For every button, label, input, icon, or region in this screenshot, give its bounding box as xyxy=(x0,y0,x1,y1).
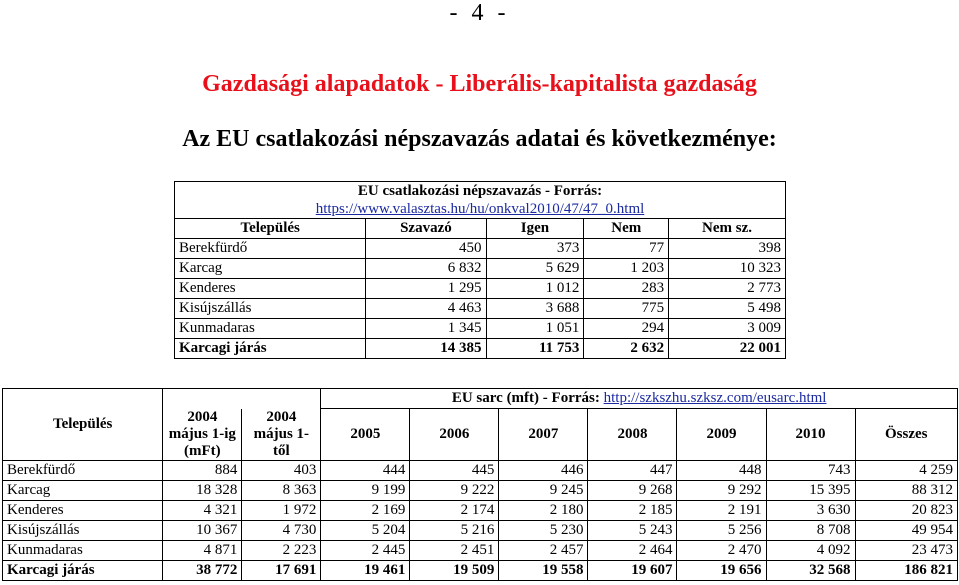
column-header: Település xyxy=(175,219,366,239)
row-label: Kunmadaras xyxy=(3,540,163,560)
referendum-source-link[interactable]: https://www.valasztas.hu/hu/onkval2010/47/47_0.html xyxy=(315,200,645,217)
table-cell: 1 345 xyxy=(366,319,486,339)
table-cell: 447 xyxy=(588,460,677,480)
table-cell: 2 470 xyxy=(677,540,766,560)
table-cell: 6 832 xyxy=(366,259,486,279)
table-cell: 5 204 xyxy=(321,520,410,540)
table-cell: 283 xyxy=(584,279,669,299)
table-cell: 373 xyxy=(486,239,584,259)
table-cell: 8 708 xyxy=(766,520,855,540)
eu-sarc-table xyxy=(2,388,958,581)
column-header: 2006 xyxy=(410,409,499,461)
table-cell: 77 xyxy=(584,239,669,259)
column-header: Igen xyxy=(486,219,584,239)
row-label: Kisújszállás xyxy=(3,520,163,540)
table-row xyxy=(175,319,786,339)
table-cell: 32 568 xyxy=(766,560,855,580)
table-cell: 2 191 xyxy=(677,500,766,520)
table-cell: 2 457 xyxy=(499,540,588,560)
table-row xyxy=(175,239,786,259)
row-label: Kenderes xyxy=(175,279,366,299)
table-cell: 398 xyxy=(669,239,786,259)
table-cell: 884 xyxy=(163,460,242,480)
table-cell: 448 xyxy=(677,460,766,480)
table-cell: 1 972 xyxy=(242,500,321,520)
row-label: Karcag xyxy=(175,259,366,279)
table-cell: 294 xyxy=(584,319,669,339)
table-cell: 4 730 xyxy=(242,520,321,540)
table-cell: 1 295 xyxy=(366,279,486,299)
column-header: 2004 május 1-től xyxy=(242,409,321,461)
table-row xyxy=(175,279,786,299)
column-header: 2008 xyxy=(588,409,677,461)
row-label: Kunmadaras xyxy=(175,319,366,339)
table-cell: 18 328 xyxy=(163,480,242,500)
table-cell: 2 451 xyxy=(410,540,499,560)
table-cell: 444 xyxy=(321,460,410,480)
table-cell: 9 199 xyxy=(321,480,410,500)
eu-sarc-table-caption: EU sarc (mft) - Forrás: xyxy=(451,390,600,406)
table-row xyxy=(3,460,958,480)
table-cell: 450 xyxy=(366,239,486,259)
row-label: Karcagi járás xyxy=(3,560,163,580)
table-row xyxy=(3,560,958,580)
table-row xyxy=(175,299,786,319)
table-cell: 19 558 xyxy=(499,560,588,580)
table-cell: 19 461 xyxy=(321,560,410,580)
table-cell: 1 203 xyxy=(584,259,669,279)
table-row xyxy=(3,540,958,560)
table-cell: 446 xyxy=(499,460,588,480)
table-cell: 9 222 xyxy=(410,480,499,500)
table-cell: 9 245 xyxy=(499,480,588,500)
table-cell: 88 312 xyxy=(855,480,957,500)
table-cell: 49 954 xyxy=(855,520,957,540)
table-cell: 1 051 xyxy=(486,319,584,339)
table-cell: 2 445 xyxy=(321,540,410,560)
table-row xyxy=(175,339,786,359)
table-cell: 2 174 xyxy=(410,500,499,520)
row-label: Kenderes xyxy=(3,500,163,520)
table-cell: 5 243 xyxy=(588,520,677,540)
table-cell: 23 473 xyxy=(855,540,957,560)
table-cell: 5 256 xyxy=(677,520,766,540)
table-cell: 743 xyxy=(766,460,855,480)
table-cell: 19 656 xyxy=(677,560,766,580)
table-cell: 3 009 xyxy=(669,319,786,339)
table-cell: 38 772 xyxy=(163,560,242,580)
table-cell: 403 xyxy=(242,460,321,480)
table-cell: 2 773 xyxy=(669,279,786,299)
table-cell: 2 180 xyxy=(499,500,588,520)
table-cell: 10 323 xyxy=(669,259,786,279)
table-cell: 15 395 xyxy=(766,480,855,500)
row-label: Berekfürdő xyxy=(3,460,163,480)
column-header: 2010 xyxy=(766,409,855,461)
table-cell: 2 223 xyxy=(242,540,321,560)
table-row xyxy=(3,480,958,500)
table-cell: 5 498 xyxy=(669,299,786,319)
column-header: 2007 xyxy=(499,409,588,461)
column-header: 2005 xyxy=(321,409,410,461)
table-cell: 5 216 xyxy=(410,520,499,540)
table-cell: 2 169 xyxy=(321,500,410,520)
table-cell: 10 367 xyxy=(163,520,242,540)
table-cell: 17 691 xyxy=(242,560,321,580)
table-cell: 11 753 xyxy=(486,339,584,359)
table-cell: 4 259 xyxy=(855,460,957,480)
table-cell: 4 092 xyxy=(766,540,855,560)
table-cell: 19 607 xyxy=(588,560,677,580)
table-cell: 3 630 xyxy=(766,500,855,520)
table-row xyxy=(3,500,958,520)
table-cell: 2 464 xyxy=(588,540,677,560)
table-cell: 19 509 xyxy=(410,560,499,580)
table-cell: 445 xyxy=(410,460,499,480)
referendum-table xyxy=(174,181,786,359)
row-label: Karcag xyxy=(3,480,163,500)
row-label: Karcagi járás xyxy=(175,339,366,359)
table-cell: 1 012 xyxy=(486,279,584,299)
referendum-header-row xyxy=(175,219,786,239)
table-cell: 22 001 xyxy=(669,339,786,359)
referendum-table-caption: EU csatlakozási népszavazás - Forrás: xyxy=(175,182,786,201)
table-cell: 20 823 xyxy=(855,500,957,520)
row-label: Berekfürdő xyxy=(175,239,366,259)
table-cell: 9 292 xyxy=(677,480,766,500)
column-header: Nem xyxy=(584,219,669,239)
table-cell: 8 363 xyxy=(242,480,321,500)
column-header: 2004 május 1-ig (mFt) xyxy=(163,409,242,461)
table-cell: 775 xyxy=(584,299,669,319)
table-cell: 4 321 xyxy=(163,500,242,520)
table-cell: 2 185 xyxy=(588,500,677,520)
column-header: 2009 xyxy=(677,409,766,461)
table-cell: 5 230 xyxy=(499,520,588,540)
table-cell: 3 688 xyxy=(486,299,584,319)
table-row xyxy=(175,259,786,279)
table-cell: 2 632 xyxy=(584,339,669,359)
page-number: - 4 - xyxy=(449,0,510,26)
table-cell: 9 268 xyxy=(588,480,677,500)
column-header: Összes xyxy=(855,409,957,461)
table-cell: 4 871 xyxy=(163,540,242,560)
document-title: Gazdasági alapadatok - Liberális-kapitalista gazdaság xyxy=(202,71,757,97)
column-header: Település xyxy=(3,389,163,461)
table-cell: 186 821 xyxy=(855,560,957,580)
table-cell: 14 385 xyxy=(366,339,486,359)
row-label: Kisújszállás xyxy=(175,299,366,319)
document-subtitle: Az EU csatlakozási népszavazás adatai és következménye: xyxy=(182,126,777,152)
table-cell: 5 629 xyxy=(486,259,584,279)
column-header: Szavazó xyxy=(366,219,486,239)
eu-sarc-source-link[interactable]: http://szkszhu.szksz.com/eusarc.html xyxy=(603,390,827,406)
table-row xyxy=(3,520,958,540)
column-header: Nem sz. xyxy=(669,219,786,239)
table-cell: 4 463 xyxy=(366,299,486,319)
